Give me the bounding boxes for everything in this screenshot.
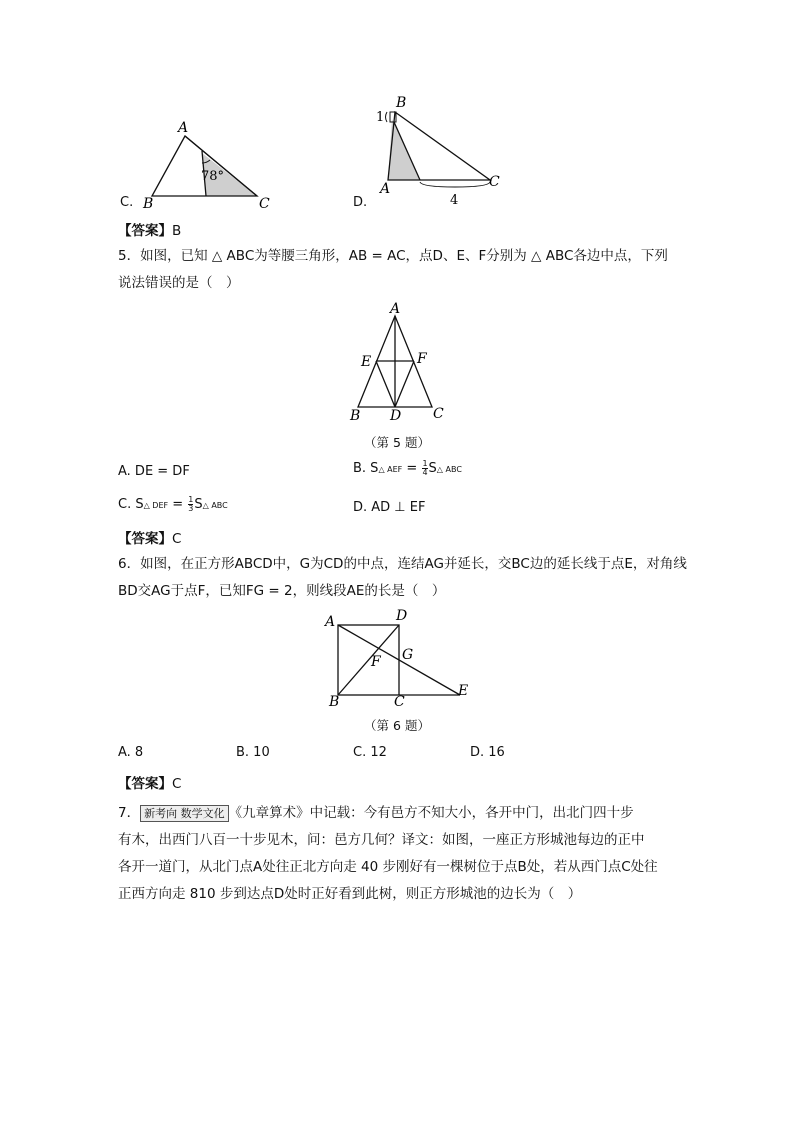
label-a: A	[325, 614, 336, 630]
opt-b-prefix: B. S	[353, 461, 379, 476]
label-c: C	[433, 406, 444, 422]
answer-label: 【答案】	[118, 223, 172, 239]
label-f: F	[417, 351, 427, 367]
opt-c-s: S	[194, 497, 203, 512]
q6-figure	[320, 606, 480, 708]
q5-stem	[118, 243, 718, 297]
q7-stem	[118, 800, 718, 908]
q6-stem-line1: 6．如图，在正方形ABCD中，G为CD的中点，连结AG并延长，交BC边的延长线于点E，对角线	[118, 556, 687, 572]
label-d: D	[396, 608, 408, 624]
opt-c-prefix: C. S	[118, 497, 144, 512]
q5-option-a: A. DE = DF	[118, 464, 190, 479]
answer-label: 【答案】	[118, 776, 172, 792]
q6-stem-line2: BD交AG于点F，已知FG = 2，则线段AE的长是（ ）	[118, 583, 446, 599]
q5-stem-line1: 5．如图，已知 △ ABC为等腰三角形，AB = AC，点D、E、F分别为 △ ABC各边中点，下列	[118, 248, 668, 264]
label-c: C	[394, 694, 405, 708]
opt-c-sub1: △ DEF	[143, 501, 169, 510]
answer-value: C	[172, 776, 182, 792]
label-four: 4	[450, 193, 459, 208]
q7-stem-line3: 各开一道门，从北门点A处往正北方向走 40 步刚好有一棵树位于点B处，若从西门点C处往	[118, 859, 658, 875]
q7-line1-text: 《九章算术》中记载：今有邑方不知大小，各开中门，出北门四十步	[228, 805, 634, 821]
label-f: F	[371, 654, 381, 670]
opt-b-sub1: △ AEF	[378, 465, 403, 474]
q6-answer	[118, 772, 181, 792]
q5-answer	[118, 527, 181, 547]
q5-option-d: D. AD ⊥ EF	[353, 500, 426, 515]
q5-stem-line2: 说法错误的是（ ）	[118, 275, 240, 291]
q7-stem-line1	[118, 800, 718, 827]
angle-label: 78°	[201, 169, 225, 184]
q4-option-d-label: D.	[353, 195, 368, 210]
label-a: A	[178, 120, 189, 136]
label-b: B	[143, 196, 154, 210]
q6-stem	[118, 551, 718, 605]
q6-option-a: A. 8	[118, 745, 144, 760]
label-a: A	[390, 301, 401, 317]
q4-figure-c	[140, 118, 280, 210]
answer-value: C	[172, 531, 182, 547]
q7-stem-line2: 有木，出西门八百一十步见木，问：邑方几何？译文：如图，一座正方形城池每边的正中	[118, 832, 645, 848]
answer-label: 【答案】	[118, 531, 172, 547]
q5-option-c	[118, 496, 228, 513]
q4-answer	[118, 219, 181, 239]
opt-b-eq: =	[402, 461, 422, 476]
label-b: B	[350, 408, 361, 424]
q6-option-d: D. 16	[470, 745, 505, 760]
q5-caption: （第 5 题）	[364, 435, 430, 450]
q6-caption: （第 6 题）	[364, 718, 430, 733]
label-one: 1	[376, 110, 385, 125]
opt-c-eq: =	[168, 497, 188, 512]
answer-value: B	[172, 223, 182, 239]
q6-option-c: C. 12	[353, 745, 387, 760]
q7-topic-badge: 新考向 数学文化	[140, 805, 229, 822]
opt-b-fraction: $\frac{1}{4}$	[422, 459, 428, 477]
q7-stem-line4: 正西方向走 810 步到达点D处时正好看到此树，则正方形城池的边长为（ ）	[118, 886, 582, 902]
label-c: C	[489, 174, 500, 190]
label-a: A	[380, 181, 391, 197]
label-g: G	[402, 647, 414, 663]
q7-number: 7．	[118, 805, 141, 821]
label-b: B	[329, 694, 340, 708]
q4-option-c-label: C.	[120, 195, 134, 210]
q5-option-b	[353, 460, 462, 477]
label-c: C	[259, 196, 270, 210]
q4-figure-d	[370, 94, 510, 212]
q6-option-b: B. 10	[236, 745, 270, 760]
q5-figure	[345, 300, 450, 425]
label-e: E	[361, 354, 372, 370]
opt-b-s: S	[428, 461, 437, 476]
label-e: E	[458, 683, 469, 699]
opt-c-sub2: △ ABC	[202, 501, 228, 510]
opt-c-fraction: $\frac{1}{3}$	[188, 495, 194, 513]
label-d: D	[390, 408, 402, 424]
opt-b-sub2: △ ABC	[436, 465, 462, 474]
label-b: B	[396, 95, 407, 111]
